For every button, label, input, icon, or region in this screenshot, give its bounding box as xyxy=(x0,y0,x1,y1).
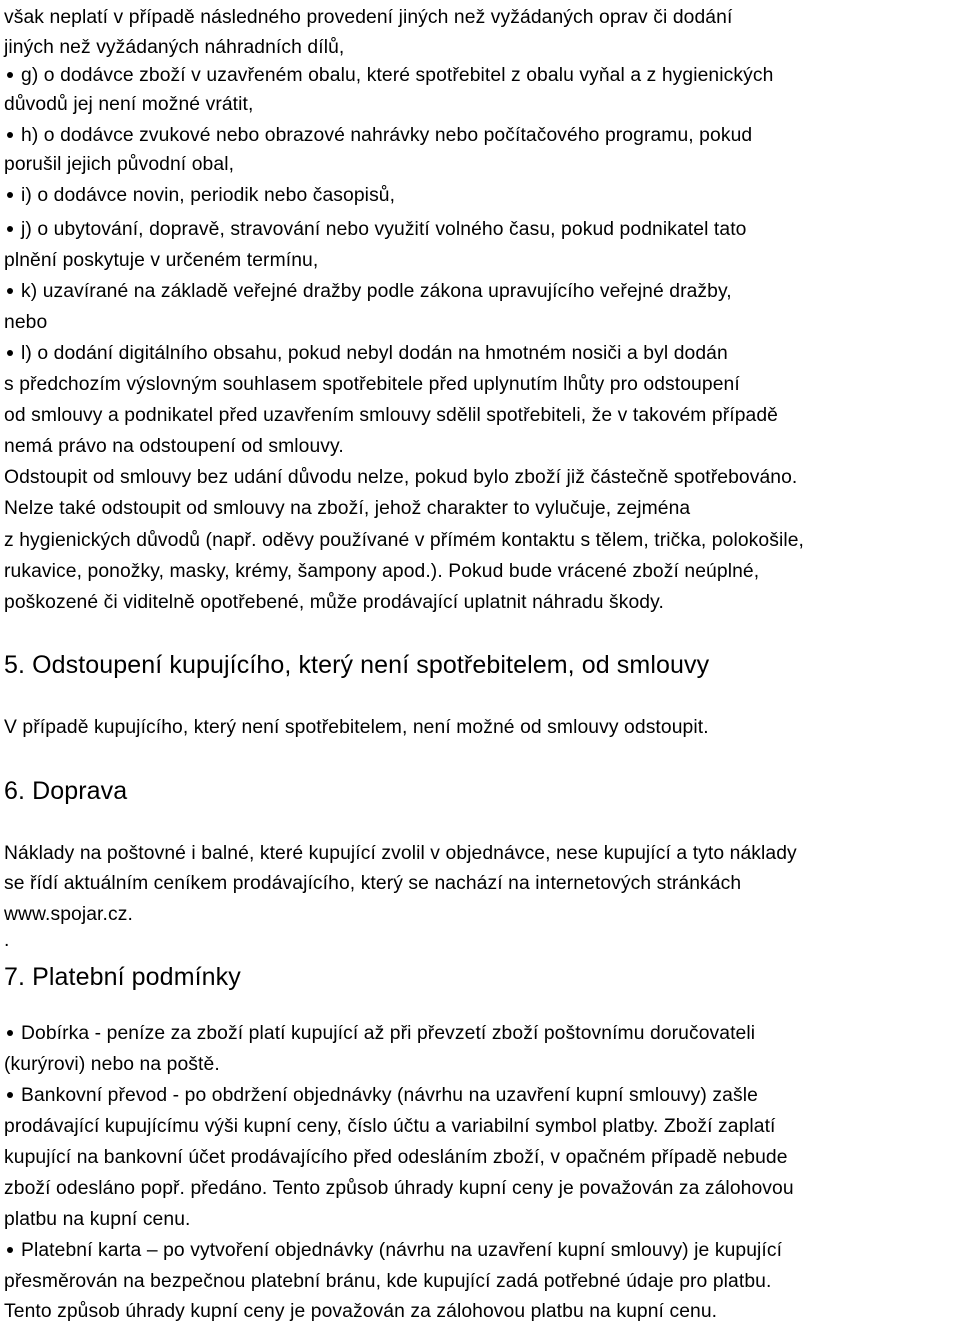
text-line: prodávající kupujícímu výši kupní ceny, číslo účtu a variabilní symbol platby. Zboží zaplatí xyxy=(4,1116,776,1137)
text-line: nebo xyxy=(4,312,48,333)
text-line: však neplatí v případě následného provedení jiných než vyžádaných oprav či dodání xyxy=(4,7,733,28)
section-6-heading: 6. Doprava xyxy=(4,777,128,805)
list-item: k) uzavírané na základě veřejné dražby podle zákona upravujícího veřejné dražby, xyxy=(4,277,732,307)
website-link[interactable]: www.spojar.cz. xyxy=(4,904,133,925)
bullet-icon xyxy=(7,1030,13,1036)
bullet-icon xyxy=(7,72,13,78)
bullet-icon xyxy=(7,1247,13,1253)
text-line: s předchozím výslovným souhlasem spotřebitele před uplynutím lhůty pro odstoupení xyxy=(4,374,740,395)
bullet-icon xyxy=(7,350,13,356)
text-line: Náklady na poštovné i balné, které kupující zvolil v objednávce, nese kupující a tyto náklady xyxy=(4,843,797,864)
list-item: g) o dodávce zboží v uzavřeném obalu, které spotřebitel z obalu vyňal a z hygienických xyxy=(4,61,773,91)
text-line: od smlouvy a podnikatel před uzavřením smlouvy sdělil spotřebiteli, že v takovém případě xyxy=(4,405,778,426)
text-line: zboží odesláno popř. předáno. Tento způsob úhrady kupní ceny je považován za zálohovou xyxy=(4,1178,794,1199)
text-line: přesměrován na bezpečnou platební bránu, kde kupující zadá potřebné údaje pro platbu. xyxy=(4,1271,772,1292)
bullet-icon xyxy=(7,288,13,294)
list-item: l) o dodání digitálního obsahu, pokud nebyl dodán na hmotném nosiči a byl dodán xyxy=(4,339,728,369)
text-line: (kurýrovi) nebo na poště. xyxy=(4,1054,220,1075)
text-line: platbu na kupní cenu. xyxy=(4,1209,191,1230)
text-line: kupující na bankovní účet prodávajícího před odesláním zboží, v opačném případě nebude xyxy=(4,1147,788,1168)
text-line: nemá právo na odstoupení od smlouvy. xyxy=(4,436,344,457)
section-7-heading: 7. Platební podmínky xyxy=(4,963,241,991)
bullet-icon xyxy=(7,226,13,232)
list-item: Bankovní převod - po obdržení objednávky (návrhu na uzavření kupní smlouvy) zašle xyxy=(4,1081,758,1111)
text-line: jiných než vyžádaných náhradních dílů, xyxy=(4,37,345,58)
text-line: rukavice, ponožky, masky, krémy, šampony apod.). Pokud bude vrácené zboží neúplné, xyxy=(4,561,760,582)
text-line: poškozené či viditelně opotřebené, může prodávající uplatnit náhradu škody. xyxy=(4,592,664,613)
text-line: porušil jejich původní obal, xyxy=(4,154,235,175)
text-line: V případě kupujícího, který není spotřebitelem, není možné od smlouvy odstoupit. xyxy=(4,717,709,738)
text-line: důvodů jej není možné vrátit, xyxy=(4,94,254,115)
text-line: Nelze také odstoupit od smlouvy na zboží, jehož charakter to vylučuje, zejména xyxy=(4,498,691,519)
text-line: plnění poskytuje v určeném termínu, xyxy=(4,250,319,271)
list-item: h) o dodávce zvukové nebo obrazové nahrávky nebo počítačového programu, pokud xyxy=(4,121,752,151)
list-item: j) o ubytování, dopravě, stravování nebo využití volného času, pokud podnikatel tato xyxy=(4,215,746,245)
text-line: . xyxy=(4,930,10,951)
list-item: Platební karta – po vytvoření objednávky (návrhu na uzavření kupní smlouvy) je kupující xyxy=(4,1236,782,1266)
bullet-icon xyxy=(7,1092,13,1098)
bullet-icon xyxy=(7,192,13,198)
list-item: Dobírka - peníze za zboží platí kupující až při převzetí zboží poštovnímu doručovateli xyxy=(4,1019,755,1049)
text-line: Tento způsob úhrady kupní ceny je považován za zálohovou platbu na kupní cenu. xyxy=(4,1301,718,1322)
section-5-heading: 5. Odstoupení kupujícího, který není spotřebitelem, od smlouvy xyxy=(4,651,710,679)
bullet-icon xyxy=(7,132,13,138)
text-line: se řídí aktuálním ceníkem prodávajícího, který se nachází na internetových stránkách xyxy=(4,873,742,894)
text-line: Odstoupit od smlouvy bez udání důvodu nelze, pokud bylo zboží již částečně spotřebováno. xyxy=(4,467,798,488)
list-item: i) o dodávce novin, periodik nebo časopisů, xyxy=(4,181,395,211)
text-line: z hygienických důvodů (např. oděvy používané v přímém kontaktu s tělem, trička, polokošile, xyxy=(4,530,805,551)
